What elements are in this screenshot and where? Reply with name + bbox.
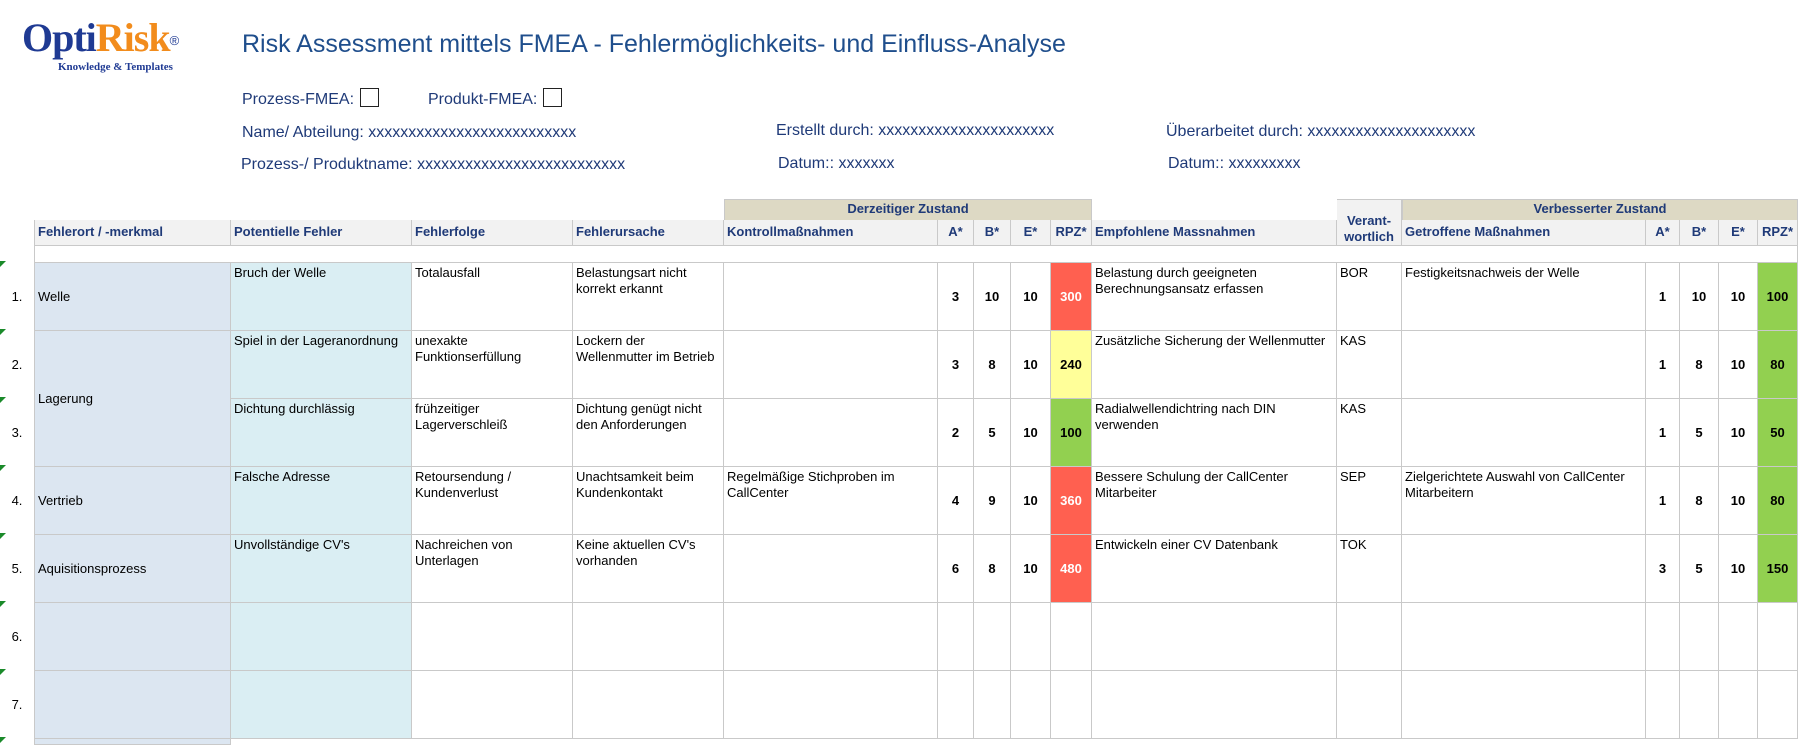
b-value-cell[interactable] xyxy=(974,603,1011,671)
prozess-fmea-option xyxy=(242,88,379,109)
verantwortlich-cell[interactable]: KAS xyxy=(1337,331,1402,399)
row-number: 5. xyxy=(11,561,23,576)
e-value-cell[interactable] xyxy=(1011,671,1051,739)
getroffene-massnahmen-cell[interactable] xyxy=(1402,331,1646,399)
a-value-cell[interactable]: 3 xyxy=(938,263,974,331)
getroffene-massnahmen-cell[interactable] xyxy=(1402,535,1646,603)
potentieller-fehler-cell[interactable]: Dichtung durchlässig xyxy=(231,399,412,467)
rpz2-value-cell[interactable]: 80 xyxy=(1758,467,1798,535)
col-a: A* xyxy=(938,220,974,246)
col-verantwortlich-line1: Verant- xyxy=(1346,213,1392,228)
spacer-row xyxy=(34,246,1798,263)
potentieller-fehler-cell[interactable]: Spiel in der Lageranordnung xyxy=(231,331,412,399)
empfohlene-massnahmen-cell[interactable]: Zusätzliche Sicherung der Wellenmutter xyxy=(1092,331,1337,399)
b-value-cell[interactable]: 8 xyxy=(974,535,1011,603)
row-number: 4. xyxy=(11,493,23,508)
potentieller-fehler-cell[interactable]: Falsche Adresse xyxy=(231,467,412,535)
a2-value-cell[interactable]: 1 xyxy=(1646,263,1680,331)
group-verbesserter-zustand: Verbesserter Zustand xyxy=(1402,199,1798,221)
row-number: 7. xyxy=(11,697,23,712)
e-value-cell[interactable] xyxy=(1011,603,1051,671)
kontrollmassnahmen-cell[interactable] xyxy=(724,331,938,399)
col-b: B* xyxy=(974,220,1011,246)
prozess-fmea-label: Prozess-FMEA: xyxy=(242,91,355,108)
fehlerursache-cell[interactable]: Keine aktuellen CV's vorhanden xyxy=(573,535,724,603)
col-kontrollmassnahmen: Kontrollmaßnahmen xyxy=(724,220,938,246)
getroffene-massnahmen-cell[interactable]: Festigkeitsnachweis der Welle xyxy=(1402,263,1646,331)
verantwortlich-cell[interactable]: SEP xyxy=(1337,467,1402,535)
produkt-fmea-option xyxy=(428,88,562,109)
col-a2: A* xyxy=(1646,220,1680,246)
cell-comment-marker xyxy=(0,601,6,607)
rpz-value-cell[interactable]: 480 xyxy=(1051,535,1092,603)
ueberarbeitet-durch-field[interactable]: Überarbeitet durch: xxxxxxxxxxxxxxxxxxxxx xyxy=(1166,123,1476,140)
empfohlene-massnahmen-cell[interactable]: Radialwellendichtring nach DIN verwenden xyxy=(1092,399,1337,467)
a2-value-cell[interactable]: 1 xyxy=(1646,399,1680,467)
cell-comment-marker xyxy=(0,533,6,539)
a2-value-cell[interactable]: 1 xyxy=(1646,467,1680,535)
e-value-cell[interactable]: 10 xyxy=(1011,331,1051,399)
empfohlene-massnahmen-cell[interactable]: Bessere Schulung der CallCenter Mitarbeiter xyxy=(1092,467,1337,535)
datum-ueberarbeitet-field[interactable]: Datum:: xxxxxxxxx xyxy=(1168,155,1301,172)
col-b2: B* xyxy=(1680,220,1719,246)
empfohlene-massnahmen-cell[interactable] xyxy=(1092,603,1337,671)
e2-value-cell[interactable]: 10 xyxy=(1719,263,1758,331)
location-cell-empty xyxy=(34,739,231,745)
kontrollmassnahmen-cell[interactable] xyxy=(724,603,938,671)
a2-value-cell[interactable]: 3 xyxy=(1646,535,1680,603)
verantwortlich-cell[interactable]: KAS xyxy=(1337,399,1402,467)
col-empfohlene-massnahmen: Empfohlene Massnahmen xyxy=(1092,220,1337,246)
b2-value-cell[interactable]: 8 xyxy=(1680,467,1719,535)
row-number: 1. xyxy=(11,289,23,304)
rpz2-value-cell[interactable] xyxy=(1758,671,1798,739)
e2-value-cell[interactable]: 10 xyxy=(1719,535,1758,603)
row-number: 3. xyxy=(11,425,23,440)
a-value-cell[interactable]: 3 xyxy=(938,331,974,399)
e2-value-cell[interactable] xyxy=(1719,671,1758,739)
col-verantwortlich xyxy=(1337,199,1402,246)
e2-value-cell[interactable]: 10 xyxy=(1719,399,1758,467)
fehlerfolge-cell[interactable]: Totalausfall xyxy=(412,263,573,331)
a2-value-cell[interactable] xyxy=(1646,603,1680,671)
fehlerfolge-cell[interactable]: frühzeitiger Lagerverschleiß xyxy=(412,399,573,467)
prozess-fmea-checkbox[interactable] xyxy=(360,88,379,107)
getroffene-massnahmen-cell[interactable] xyxy=(1402,603,1646,671)
location-cell[interactable]: Vertrieb xyxy=(34,467,231,535)
col-fehlerort: Fehlerort / -merkmal xyxy=(34,220,231,246)
row-number: 2. xyxy=(11,357,23,372)
cell-comment-marker xyxy=(0,329,6,335)
e-value-cell[interactable]: 10 xyxy=(1011,263,1051,331)
b2-value-cell[interactable]: 10 xyxy=(1680,263,1719,331)
b2-value-cell[interactable] xyxy=(1680,671,1719,739)
a-value-cell[interactable] xyxy=(938,603,974,671)
kontrollmassnahmen-cell[interactable]: Regelmäßige Stichproben im CallCenter xyxy=(724,467,938,535)
verantwortlich-cell[interactable]: BOR xyxy=(1337,263,1402,331)
e-value-cell[interactable]: 10 xyxy=(1011,399,1051,467)
a2-value-cell[interactable] xyxy=(1646,671,1680,739)
fehlerursache-cell[interactable] xyxy=(573,603,724,671)
e2-value-cell[interactable]: 10 xyxy=(1719,467,1758,535)
col-verantwortlich-line2: wortlich xyxy=(1344,229,1394,244)
a-value-cell[interactable] xyxy=(938,671,974,739)
e-value-cell[interactable]: 10 xyxy=(1011,535,1051,603)
e2-value-cell[interactable]: 10 xyxy=(1719,331,1758,399)
name-abteilung-field[interactable]: Name/ Abteilung: xxxxxxxxxxxxxxxxxxxxxxxxxx xyxy=(242,124,577,141)
e-value-cell[interactable]: 10 xyxy=(1011,467,1051,535)
col-fehlerursache: Fehlerursache xyxy=(573,220,724,246)
empfohlene-massnahmen-cell[interactable]: Belastung durch geeigneten Berechnungsansatz erfassen xyxy=(1092,263,1337,331)
rpz2-value-cell[interactable]: 50 xyxy=(1758,399,1798,467)
a-value-cell[interactable]: 6 xyxy=(938,535,974,603)
col-rpz2: RPZ* xyxy=(1758,220,1798,246)
b2-value-cell[interactable]: 5 xyxy=(1680,399,1719,467)
optirisk-logo xyxy=(22,14,192,80)
fehlerfolge-cell[interactable] xyxy=(412,671,573,739)
rpz2-value-cell[interactable]: 150 xyxy=(1758,535,1798,603)
location-cell[interactable]: Lagerung xyxy=(34,331,231,467)
fehlerfolge-cell[interactable]: Nachreichen von Unterlagen xyxy=(412,535,573,603)
rpz2-value-cell[interactable] xyxy=(1758,603,1798,671)
b2-value-cell[interactable]: 5 xyxy=(1680,535,1719,603)
rpz-value-cell[interactable]: 360 xyxy=(1051,467,1092,535)
group-derzeitiger-zustand: Derzeitiger Zustand xyxy=(724,199,1092,221)
fehlerursache-cell[interactable]: Dichtung genügt nicht den Anforderungen xyxy=(573,399,724,467)
verantwortlich-cell[interactable] xyxy=(1337,603,1402,671)
empfohlene-massnahmen-cell[interactable]: Entwickeln einer CV Datenbank xyxy=(1092,535,1337,603)
rpz-value-cell[interactable] xyxy=(1051,603,1092,671)
b2-value-cell[interactable]: 8 xyxy=(1680,331,1719,399)
b2-value-cell[interactable] xyxy=(1680,603,1719,671)
col-e: E* xyxy=(1011,220,1051,246)
fehlerursache-cell[interactable]: Belastungsart nicht korrekt erkannt xyxy=(573,263,724,331)
a2-value-cell[interactable]: 1 xyxy=(1646,331,1680,399)
location-cell[interactable]: Welle xyxy=(34,263,231,331)
erstellt-durch-field[interactable]: Erstellt durch: xxxxxxxxxxxxxxxxxxxxxx xyxy=(776,122,1055,139)
a-value-cell[interactable]: 4 xyxy=(938,467,974,535)
logo-tagline: Knowledge & Templates xyxy=(58,61,173,73)
b-value-cell[interactable]: 10 xyxy=(974,263,1011,331)
potentieller-fehler-cell[interactable] xyxy=(231,603,412,671)
logo-registered-mark: ® xyxy=(169,33,180,48)
rpz-value-cell[interactable]: 240 xyxy=(1051,331,1092,399)
cell-comment-marker xyxy=(0,465,6,471)
col-potentielle-fehler: Potentielle Fehler xyxy=(231,220,412,246)
verantwortlich-cell[interactable] xyxy=(1337,671,1402,739)
fehlerursache-cell[interactable] xyxy=(573,671,724,739)
cell-comment-marker xyxy=(0,737,6,743)
col-fehlerfolge: Fehlerfolge xyxy=(412,220,573,246)
e2-value-cell[interactable] xyxy=(1719,603,1758,671)
location-cell-empty[interactable] xyxy=(34,671,231,739)
potentieller-fehler-cell[interactable]: Unvollständige CV's xyxy=(231,535,412,603)
logo-opti-text: Opti xyxy=(22,15,96,60)
b-value-cell[interactable]: 8 xyxy=(974,331,1011,399)
potentieller-fehler-cell[interactable]: Bruch der Welle xyxy=(231,263,412,331)
logo-wordmark xyxy=(22,15,170,60)
fehlerursache-cell[interactable]: Lockern der Wellenmutter im Betrieb xyxy=(573,331,724,399)
fehlerfolge-cell[interactable]: unexakte Funktionserfüllung xyxy=(412,331,573,399)
potentieller-fehler-cell[interactable] xyxy=(231,671,412,739)
b-value-cell[interactable]: 5 xyxy=(974,399,1011,467)
fehlerursache-cell[interactable]: Unachtsamkeit beim Kundenkontakt xyxy=(573,467,724,535)
col-e2: E* xyxy=(1719,220,1758,246)
rpz2-value-cell[interactable]: 80 xyxy=(1758,331,1798,399)
rpz-value-cell[interactable]: 300 xyxy=(1051,263,1092,331)
row-number: 6. xyxy=(11,629,23,644)
cell-comment-marker xyxy=(0,261,6,267)
col-getroffene-massnahmen: Getroffene Maßnahmen xyxy=(1402,220,1646,246)
kontrollmassnahmen-cell[interactable] xyxy=(724,399,938,467)
kontrollmassnahmen-cell[interactable] xyxy=(724,535,938,603)
page-title: Risk Assessment mittels FMEA - Fehlermöglichkeits- und Einfluss-Analyse xyxy=(242,30,1066,58)
b-value-cell[interactable]: 9 xyxy=(974,467,1011,535)
getroffene-massnahmen-cell[interactable] xyxy=(1402,399,1646,467)
b-value-cell[interactable] xyxy=(974,671,1011,739)
fehlerfolge-cell[interactable]: Retoursendung / Kundenverlust xyxy=(412,467,573,535)
fehlerfolge-cell[interactable] xyxy=(412,603,573,671)
produkt-fmea-checkbox[interactable] xyxy=(543,88,562,107)
datum-erstellt-field[interactable]: Datum:: xxxxxxx xyxy=(778,155,895,172)
kontrollmassnahmen-cell[interactable] xyxy=(724,671,938,739)
kontrollmassnahmen-cell[interactable] xyxy=(724,263,938,331)
getroffene-massnahmen-cell[interactable] xyxy=(1402,671,1646,739)
produkt-fmea-label: Produkt-FMEA: xyxy=(428,91,538,108)
prozess-produktname-field[interactable]: Prozess-/ Produktname: xxxxxxxxxxxxxxxxxxxxxxxxxx xyxy=(241,156,626,173)
rpz-value-cell[interactable]: 100 xyxy=(1051,399,1092,467)
logo-risk-text: Risk xyxy=(95,15,170,60)
cell-comment-marker xyxy=(0,397,6,403)
location-cell-empty[interactable] xyxy=(34,603,231,671)
verantwortlich-cell[interactable]: TOK xyxy=(1337,535,1402,603)
rpz-value-cell[interactable] xyxy=(1051,671,1092,739)
col-rpz: RPZ* xyxy=(1051,220,1092,246)
rpz2-value-cell[interactable]: 100 xyxy=(1758,263,1798,331)
a-value-cell[interactable]: 2 xyxy=(938,399,974,467)
getroffene-massnahmen-cell[interactable]: Zielgerichtete Auswahl von CallCenter Mitarbeitern xyxy=(1402,467,1646,535)
cell-comment-marker xyxy=(0,669,6,675)
location-cell[interactable]: Aquisitionsprozess xyxy=(34,535,231,603)
empfohlene-massnahmen-cell[interactable] xyxy=(1092,671,1337,739)
